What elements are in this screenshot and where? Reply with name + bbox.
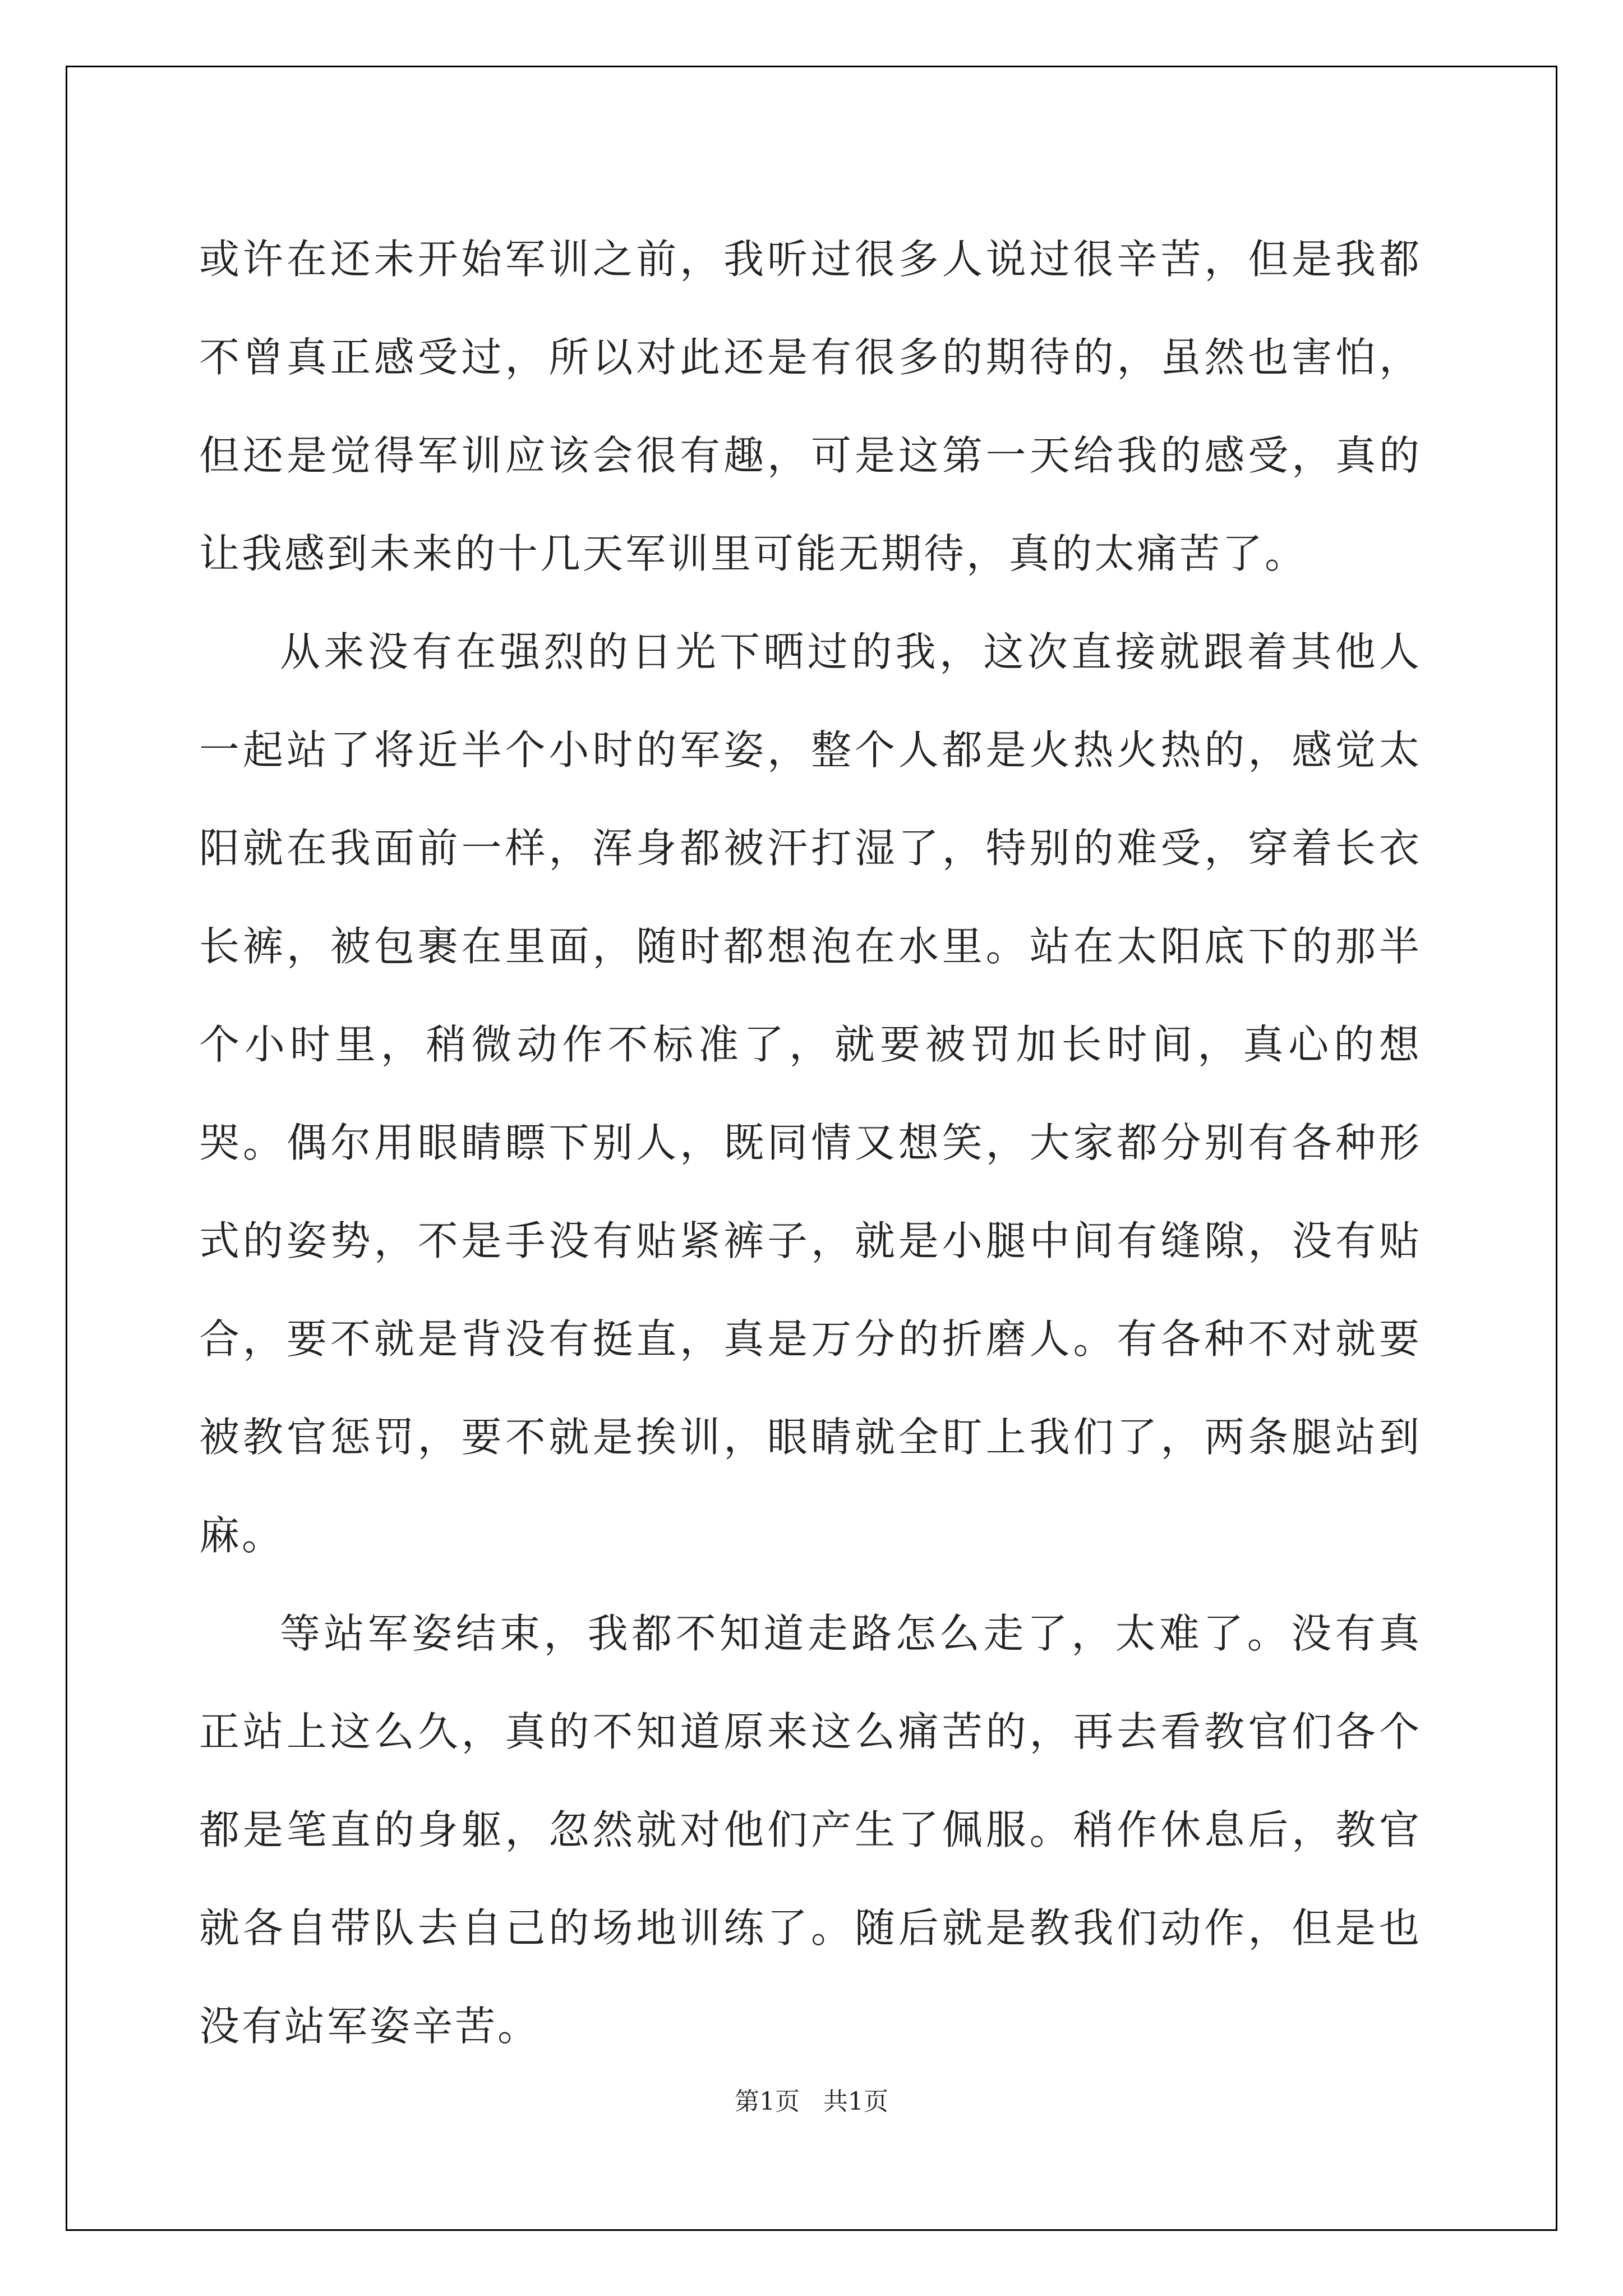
page-total: 共1页: [823, 2087, 888, 2116]
paragraph-2: 从来没有在强烈的日光下晒过的我，这次直接就跟着其他人一起站了将近半个小时的军姿，整个人都是火热火热的，感觉太阳就在我面前一样，浑身都被汗打湿了，特别的难受，穿着长衣长裤，被包裹在里面，随时都想泡在水里。站在太阳底下的那半个小时里，稍微动作不标准了，就要被罚加长时间，真心的想哭。偶尔用眼睛瞟下别人，既同情又想笑，大家都分别有各种形式的姿势，不是手没有贴紧裤子，就是小腿中间有缝隙，没有贴合，要不就是背没有挺直，真是万分的折磨人。有各种不对就要被教官惩罚，要不就是挨训，眼睛就全盯上我们了，两条腿站到麻。: [199, 628, 1422, 1559]
page-footer: [0, 2081, 1623, 2117]
paragraph-1: 或许在还未开始军训之前，我听过很多人说过很辛苦，但是我都不曾真正感受过，所以对此还是有很多的期待的，虽然也害怕，但还是觉得军训应该会很有趣，可是这第一天给我的感受，真的让我感到未来的十几天军训里可能无期待，真的太痛苦了。: [199, 236, 1422, 577]
paragraph-3: 等站军姿结束，我都不知道走路怎么走了，太难了。没有真正站上这么久，真的不知道原来这么痛苦的，再去看教官们各个都是笔直的身躯，忽然就对他们产生了佩服。稍作休息后，教官就各自带队去自己的场地训练了。随后就是教我们动作，但是也没有站军姿辛苦。: [199, 1610, 1422, 2050]
footer-spacer: [800, 2087, 823, 2116]
page-number: 第1页: [735, 2087, 800, 2116]
document-body: [199, 210, 1422, 2076]
